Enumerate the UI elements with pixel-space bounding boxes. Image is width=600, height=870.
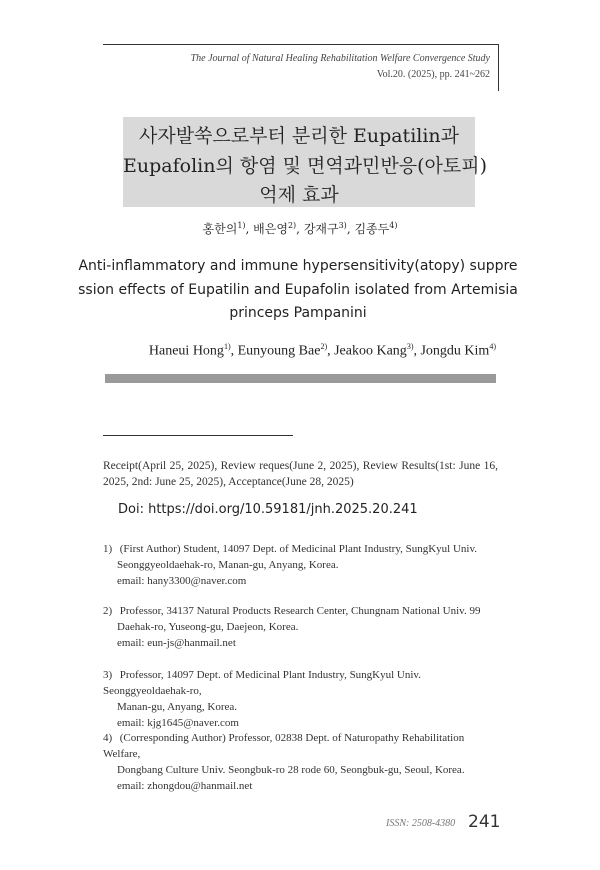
footnote-text: Professor, 34137 Natural Products Research Center, Chungnam National Univ. 99 <box>119 605 481 617</box>
footnote-number: 2) <box>103 605 113 617</box>
english-author-name: Jeakoo Kang <box>334 343 407 359</box>
title-divider-bar <box>105 374 496 383</box>
english-author-name: Haneui Hong <box>148 343 224 359</box>
footnote-text: Professor, 14097 Dept. of Medicinal Plant Industry, SungKyul Univ. Seonggyeoldaehak-ro, <box>103 669 421 697</box>
korean-author-name: 김종두 <box>354 222 390 236</box>
english-author-name: Jongdu Kim <box>420 343 490 359</box>
page-number: 241 <box>468 812 501 832</box>
footnote-rule <box>103 435 293 436</box>
korean-author-name: 홍한의 <box>202 222 238 236</box>
english-authors: Haneui Hong$^{1)}$, Eunyoung Bae$^{2)}$, Jeakoo Kang$^{3)}$, Jongdu Kim$^{4)}$ <box>148 342 496 359</box>
author-mark: 1) <box>223 342 231 351</box>
footnote-2 <box>103 603 503 651</box>
footnote-email[interactable]: email: zhongdou@hanmail.net <box>117 780 253 792</box>
author-mark: 3) <box>406 342 414 351</box>
footnote-email[interactable]: email: eun-js@hanmail.net <box>117 637 236 649</box>
footnote-email[interactable]: email: hany3300@naver.com <box>117 575 247 587</box>
author-mark: 3) <box>338 221 347 230</box>
issn: ISSN: 2508-4380 <box>386 818 456 829</box>
korean-author-name: 배은영 <box>253 222 288 236</box>
footnote-1 <box>103 541 503 589</box>
footnote-text: Manan-gu, Anyang, Korea. <box>117 701 238 713</box>
author-mark: 1) <box>237 221 246 230</box>
footnote-text: (Corresponding Author) Professor, 02838 Dept. of Naturopathy Rehabilitation Welfare, <box>103 732 465 760</box>
korean-title-line-1: 사자발쑥으로부터 분리한 Eupatilin과 <box>138 125 460 147</box>
english-title-line-1: Anti-inflammatory and immune hypersensitivity(atopy) suppre <box>78 258 518 274</box>
footnote-text: (First Author) Student, 14097 Dept. of Medicinal Plant Industry, SungKyul Univ. <box>119 543 478 555</box>
journal-header <box>103 44 499 91</box>
korean-title-box <box>123 117 488 207</box>
volume-info: Vol.20. (2025), pp. 241~262 <box>376 69 490 80</box>
footnote-number: 4) <box>103 732 113 744</box>
footnote-text: Daehak-ro, Yuseong-gu, Daejeon, Korea. <box>117 621 299 633</box>
footnote-number: 1) <box>103 543 113 555</box>
author-mark: 2) <box>287 221 297 230</box>
author-mark: 2) <box>320 342 328 351</box>
footnote-email[interactable]: email: kjg1645@naver.com <box>117 717 239 729</box>
receipt-dates: Receipt(April 25, 2025), Review reques(June 2, 2025), Review Results(1st: June 16, 2025, 2nd: June 25, 2025), Acceptance(June 28, 2025) <box>103 460 498 488</box>
english-author-name: Eunyoung Bae <box>237 343 321 359</box>
author-mark: 4) <box>389 221 398 230</box>
korean-title-line-2: Eupafolin의 항염 및 면역과민반응(아토피) <box>123 155 488 177</box>
doi-link[interactable]: Doi: https://doi.org/10.59181/jnh.2025.20.241 <box>118 502 418 517</box>
korean-author-name: 강재구 <box>303 222 339 236</box>
english-title-line-3: princeps Pampanini <box>229 305 367 321</box>
footnote-text: Seonggyeoldaehak-ro, Manan-gu, Anyang, Korea. <box>117 559 339 571</box>
footnote-number: 3) <box>103 669 113 681</box>
footnote-3 <box>103 667 503 731</box>
footnote-4 <box>103 730 503 794</box>
author-mark: 4) <box>489 342 496 351</box>
korean-title-line-3: 억제 효과 <box>259 184 339 206</box>
journal-name: The Journal of Natural Healing Rehabilitation Welfare Convergence Study <box>190 53 490 64</box>
english-title-line-2: ssion effects of Eupatilin and Eupafolin isolated from Artemisia <box>78 282 518 298</box>
korean-authors: 홍한의$^{1)}$, 배은영$^{2)}$, 강재구$^{3)}$, 김종두$^{4)}$ <box>202 221 398 236</box>
footnote-text: Dongbang Culture Univ. Seongbuk-ro 28 rode 60, Seongbuk-gu, Seoul, Korea. <box>117 764 465 776</box>
